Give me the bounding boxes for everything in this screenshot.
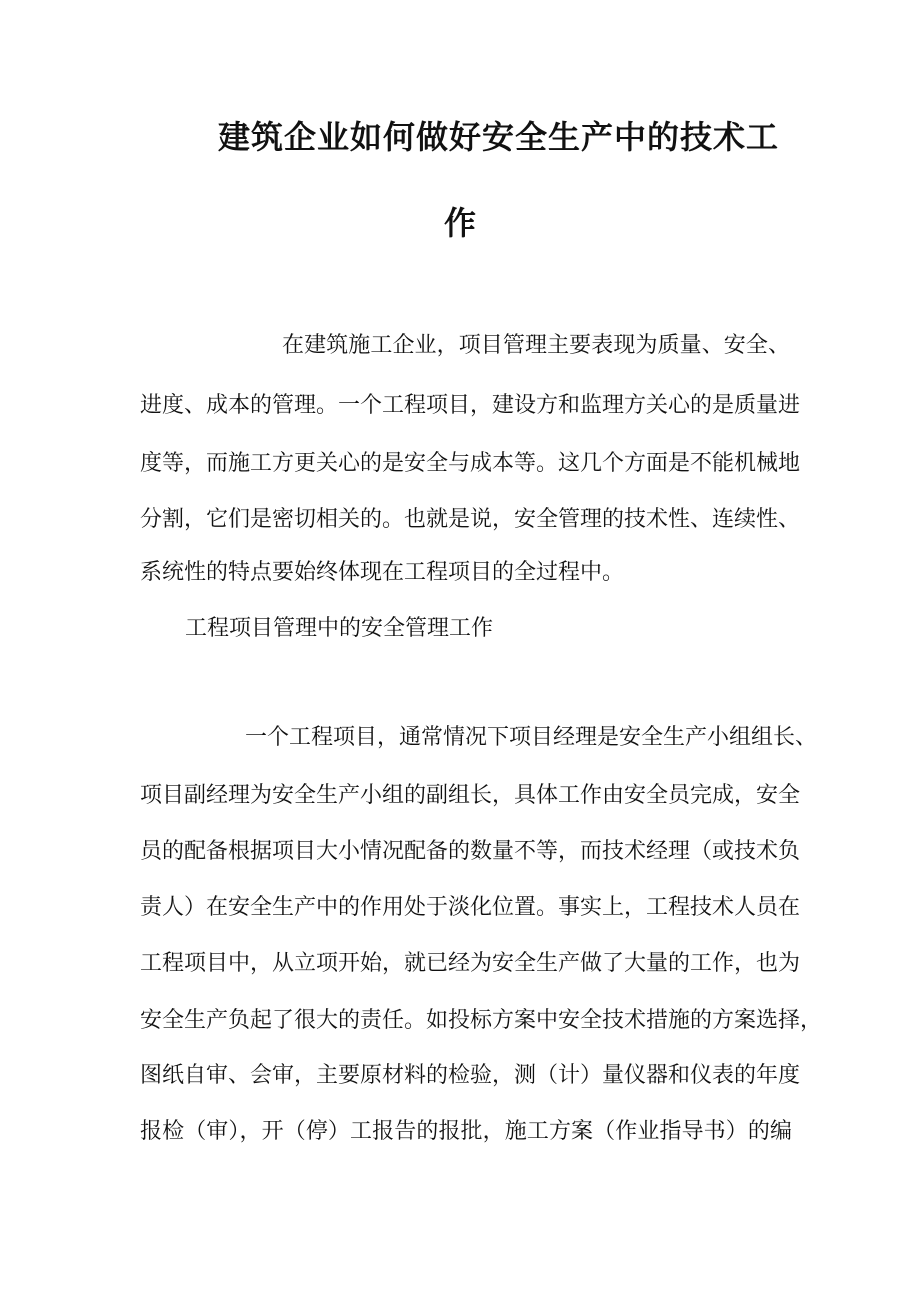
paragraph-2-line: 安全生产负起了很大的责任。如投标方案中安全技术措施的方案选择， [140, 1008, 823, 1033]
paragraph-2-line: 工程项目中，从立项开始，就已经为安全生产做了大量的工作，也为 [140, 951, 801, 976]
title-line-1: 建筑企业如何做好安全生产中的技术工 [218, 118, 780, 156]
paragraph-1-line: 进度、成本的管理。一个工程项目，建设方和监理方关心的是质量进 [140, 393, 801, 418]
paragraph-2-line: 员的配备根据项目大小情况配备的数量不等，而技术经理（或技术负 [140, 839, 801, 864]
paragraph-2-line: 一个工程项目，通常情况下项目经理是安全生产小组组长、 [245, 725, 818, 750]
paragraph-1-line: 在建筑施工企业，项目管理主要表现为质量、安全、 [282, 333, 790, 358]
paragraph-1-line: 分割，它们是密切相关的。也就是说，安全管理的技术性、连续性、 [140, 507, 801, 532]
paragraph-1-line: 度等，而施工方更关心的是安全与成本等。这几个方面是不能机械地 [140, 451, 801, 476]
paragraph-2-line: 项目副经理为安全生产小组的副组长，具体工作由安全员完成，安全 [140, 783, 801, 808]
section-heading: 工程项目管理中的安全管理工作 [185, 616, 494, 641]
paragraph-1-line: 系统性的特点要始终体现在工程项目的全过程中。 [140, 560, 625, 585]
title-line-2: 作 [444, 204, 478, 242]
paragraph-2-line: 报检（审），开（停）工报告的报批，施工方案（作业指导书）的编 [140, 1119, 792, 1144]
paragraph-2-line: 图纸自审、会审，主要原材料的检验，测（计）量仪器和仪表的年度 [140, 1063, 801, 1088]
paragraph-2-line: 责人）在安全生产中的作用处于淡化位置。事实上，工程技术人员在 [140, 895, 801, 920]
